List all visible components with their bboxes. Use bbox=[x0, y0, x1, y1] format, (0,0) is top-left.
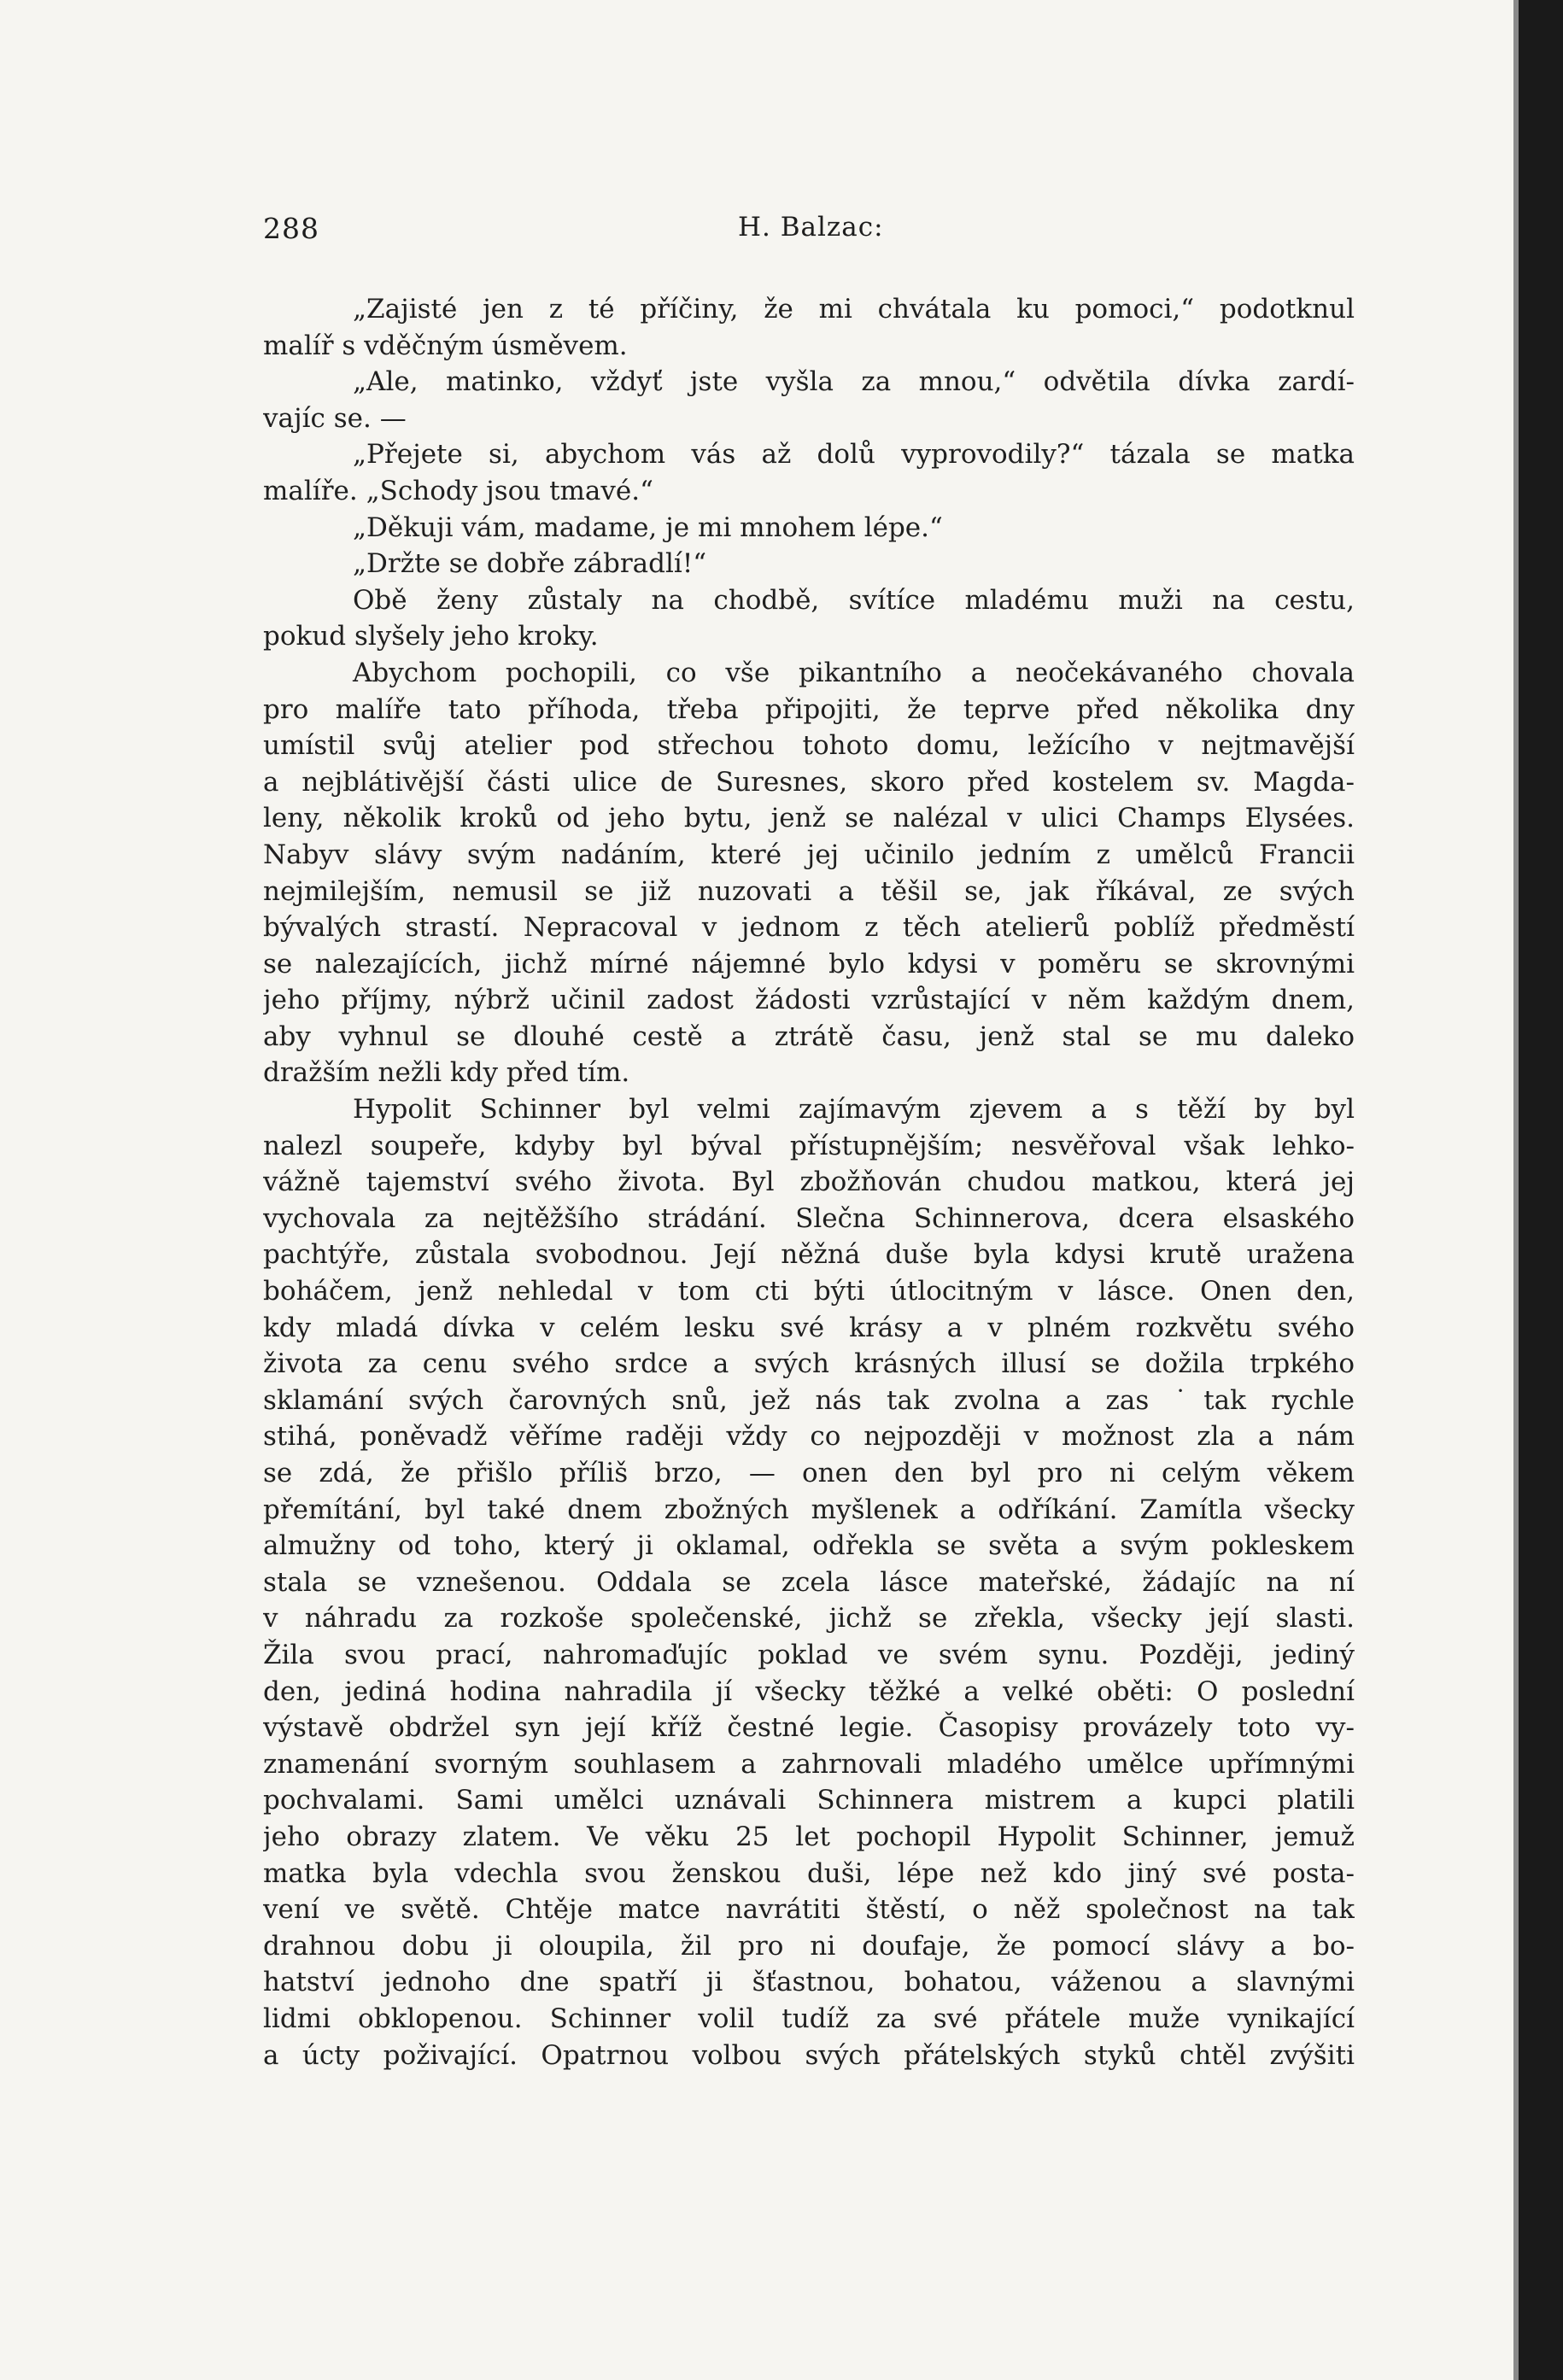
text-line: lidmi obklopenou. Schinner volil tudíž za své přátele muže vynikající bbox=[263, 2003, 1355, 2034]
text-line: Abychom pochopili, co vše pikantního a neočekávaného chovala bbox=[353, 657, 1355, 688]
text-line: Žila svou prací, nahromaďujíc poklad ve svém synu. Později, jediný bbox=[263, 1639, 1355, 1670]
text-line: malíř s vděčným úsměvem. bbox=[263, 330, 628, 361]
text-line: „Děkuji vám, madame, je mi mnohem lépe.“ bbox=[353, 512, 943, 543]
text-line: se nalezajících, jichž mírné nájemné bylo kdysi v poměru se skrovnými bbox=[263, 948, 1355, 979]
text-line: bývalých strastí. Nepracoval v jednom z těch atelierů poblíž předměstí bbox=[263, 912, 1355, 944]
text-line: vení ve světě. Chtěje matce navrátiti štěstí, o něž společnost na tak bbox=[263, 1894, 1355, 1926]
text-line: pokud slyšely jeho kroky. bbox=[263, 621, 599, 652]
text-line: aby vyhnul se dlouhé cestě a ztrátě času, jenž stal se mu daleko bbox=[263, 1020, 1355, 1052]
text-line: stihá, poněvadž věříme raději vždy co nejpozději v možnost zla a nám bbox=[263, 1421, 1355, 1453]
text-line: Obě ženy zůstaly na chodbě, svítíce mladému muži na cestu, bbox=[353, 584, 1355, 616]
text-line: umístil svůj atelier pod střechou tohoto domu, ležícího v nejtmavější bbox=[263, 730, 1355, 762]
text-line: Hypolit Schinner byl velmi zajímavým zjevem a s těží by byl bbox=[353, 1094, 1355, 1126]
text-line: vajíc se. — bbox=[263, 402, 407, 434]
text-line: pochvalami. Sami umělci uznávali Schinnera mistrem a kupci platili bbox=[263, 1785, 1355, 1816]
text-line: stala se vznešenou. Oddala se zcela lásce mateřské, žádajíc na ní bbox=[263, 1566, 1355, 1598]
text-line: boháčem, jenž nehledal v tom cti býti útlocitným v lásce. Onen den, bbox=[263, 1276, 1355, 1307]
text-line: jeho příjmy, nýbrž učinil zadost žádosti vzrůstající v něm každým dnem, bbox=[263, 985, 1355, 1016]
text-line: znamenání svorným souhlasem a zahrnovali mladého umělce upřímnými bbox=[263, 1748, 1355, 1780]
text-line: života za cenu svého srdce a svých krásných illusí se dožila trpkého bbox=[263, 1348, 1355, 1380]
text-line: „Zajisté jen z té příčiny, že mi chvátala ku pomoci,“ podotknul bbox=[353, 294, 1355, 325]
text-line: kdy mladá dívka v celém lesku své krásy a v plném rozkvětu svého bbox=[263, 1312, 1355, 1343]
text-line: dražším nežli kdy před tím. bbox=[263, 1057, 630, 1089]
text-line: nejmilejším, nemusil se již nuzovati a těšil se, jak říkával, ze svých bbox=[263, 875, 1355, 907]
body-text bbox=[263, 291, 1355, 2073]
text-line: „Ale, matinko, vždyť jste vyšla za mnou,“ odvětila dívka zardí- bbox=[353, 366, 1355, 398]
text-line: pro malíře tato příhoda, třeba připojiti, že teprve před několika dny bbox=[263, 693, 1355, 725]
text-line: a úcty poživající. Opatrnou volbou svých přátelských styků chtěl zvýšiti bbox=[263, 2039, 1355, 2071]
page-edge bbox=[1513, 0, 1519, 2380]
text-line: den, jediná hodina nahradila jí všecky těžké a velké oběti: O poslední bbox=[263, 1675, 1355, 1707]
text-line: v náhradu za rozkoše společenské, jichž se zřekla, všecky její slasti. bbox=[263, 1603, 1355, 1634]
text-line: drahnou dobu ji oloupila, žil pro ni doufaje, že pomocí slávy a bo- bbox=[263, 1930, 1355, 1962]
page-header bbox=[263, 212, 1355, 246]
text-line: vychovala za nejtěžšího strádání. Slečna Schinnerova, dcera elsaského bbox=[263, 1202, 1355, 1234]
text-line: Nabyv slávy svým nadáním, které jej učinilo jedním z umělců Francii bbox=[263, 839, 1355, 870]
text-line: jeho obrazy zlatem. Ve věku 25 let pochopil Hypolit Schinner, jemuž bbox=[263, 1821, 1355, 1852]
text-line: almužny od toho, který ji oklamal, odřekla se světa a svým pokleskem bbox=[263, 1530, 1355, 1562]
text-line: sklamání svých čarovných snů, jež nás tak zvolna a zas ˙tak rychle bbox=[263, 1384, 1355, 1416]
text-line: nalezl soupeře, kdyby byl býval přístupnějším; nesvěřoval však lehko- bbox=[263, 1130, 1355, 1161]
text-line: leny, několik kroků od jeho bytu, jenž se nalézal v ulici Champs Elysées. bbox=[263, 803, 1355, 834]
text-line: hatství jednoho dne spatří ji šťastnou, bohatou, váženou a slavnými bbox=[263, 1967, 1355, 1998]
text-line: matka byla vdechla svou ženskou duši, lépe než kdo jiný své posta- bbox=[263, 1857, 1355, 1889]
text-line: „Přejete si, abychom vás až dolů vyprovodily?“ tázala se matka bbox=[353, 439, 1355, 471]
running-head: H. Balzac: bbox=[738, 212, 884, 243]
text-line: výstavě obdržel syn její kříž čestné legie. Časopisy provázely toto vy- bbox=[263, 1712, 1355, 1744]
text-line: malíře. „Schody jsou tmavé.“ bbox=[263, 475, 653, 506]
text-line: vážně tajemství svého života. Byl zbožňován chudou matkou, která jej bbox=[263, 1167, 1355, 1198]
text-line: přemítání, byl také dnem zbožných myšlenek a odříkání. Zamítla všecky bbox=[263, 1494, 1355, 1525]
text-line: pachtýře, zůstala svobodnou. Její něžná duše byla kdysi krutě uražena bbox=[263, 1239, 1355, 1271]
text-line: a nejblátivější části ulice de Suresnes, skoro před kostelem sv. Magda- bbox=[263, 766, 1355, 798]
page-number: 288 bbox=[263, 212, 319, 245]
text-line: „Držte se dobře zábradlí!“ bbox=[353, 548, 707, 580]
text-line: se zdá, že přišlo příliš brzo, — onen den byl pro ni celým věkem bbox=[263, 1458, 1355, 1488]
